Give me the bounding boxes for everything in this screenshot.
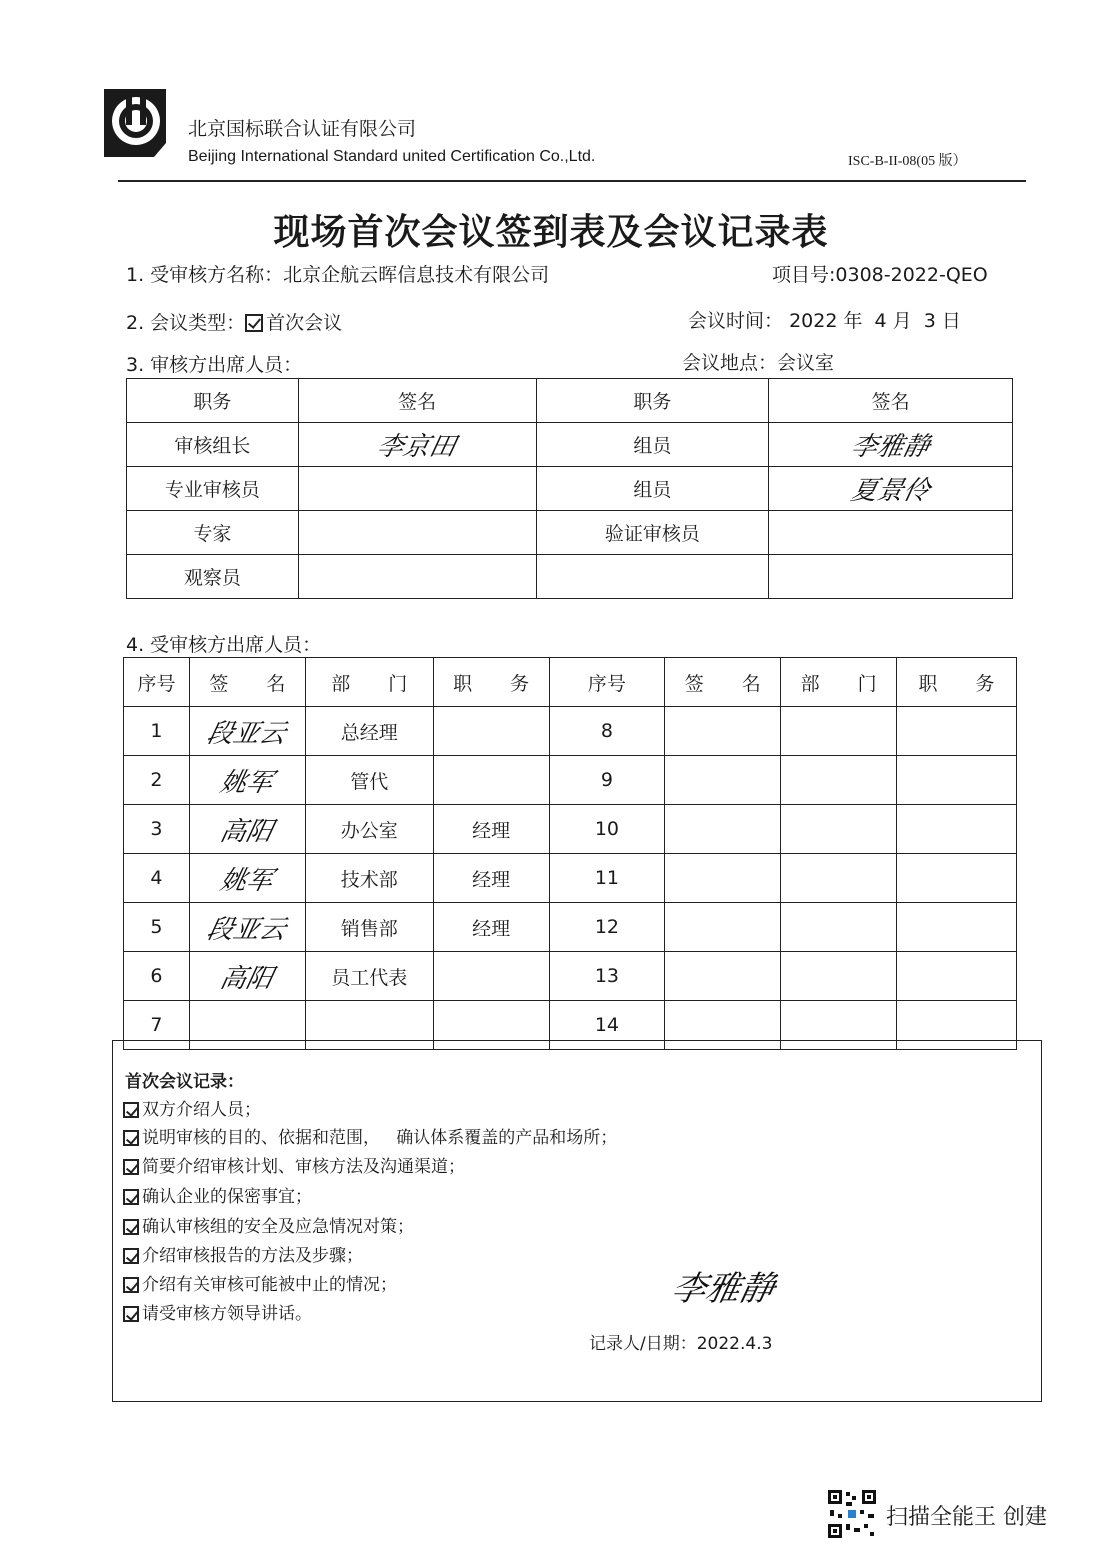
position-cell: 经理 [433, 805, 549, 854]
meeting-type-label: 2. 会议类型： [126, 312, 246, 334]
index-cell: 12 [549, 903, 665, 952]
signature-cell [298, 423, 536, 467]
scanner-watermark: 扫描全能王 创建 [886, 1505, 1047, 1530]
index-cell: 9 [549, 756, 665, 805]
header-cell: 签名 [769, 379, 1013, 423]
handwritten-signature: 姚军 [217, 865, 277, 896]
handwritten-signature: 段亚云 [204, 718, 290, 749]
header-cell: 职 务 [897, 658, 1017, 707]
signature-cell [769, 511, 1013, 555]
table-row [127, 555, 1013, 599]
document-code: ISC-B-II-08(05 版） [848, 154, 967, 169]
meeting-notes-box [112, 1040, 1042, 1402]
signature-cell [665, 707, 781, 756]
department-cell: 员工代表 [305, 952, 433, 1001]
handwritten-signature: 段亚云 [204, 914, 290, 945]
list-item [123, 1152, 465, 1177]
header-cell: 部 门 [305, 658, 433, 707]
header-cell: 序号 [549, 658, 665, 707]
signature-cell [189, 952, 305, 1001]
table-row [124, 903, 1017, 952]
checkbox-checked-icon [123, 1277, 139, 1293]
note-text: 介绍审核报告的方法及步骤； [142, 1246, 363, 1266]
position-cell [897, 805, 1017, 854]
index-cell: 1 [124, 707, 190, 756]
position-cell [433, 952, 549, 1001]
list-item [123, 1270, 397, 1295]
position-cell [897, 707, 1017, 756]
signature-cell [665, 903, 781, 952]
position-cell [433, 707, 549, 756]
table-row [124, 952, 1017, 1001]
position-cell [897, 952, 1017, 1001]
list-item [123, 1123, 617, 1148]
position-cell [897, 756, 1017, 805]
department-cell [781, 903, 897, 952]
department-cell [781, 952, 897, 1001]
header-divider [118, 180, 1026, 182]
department-cell [781, 756, 897, 805]
note-text: 说明审核的目的、依据和范围， 确认体系覆盖的产品和场所； [142, 1128, 618, 1148]
signature-cell [665, 756, 781, 805]
index-cell: 7 [124, 1001, 190, 1050]
index-cell: 4 [124, 854, 190, 903]
table-row [127, 467, 1013, 511]
index-cell: 6 [124, 952, 190, 1001]
index-cell: 2 [124, 756, 190, 805]
index-cell: 13 [549, 952, 665, 1001]
department-cell [781, 805, 897, 854]
index-cell: 3 [124, 805, 190, 854]
header-cell: 部 门 [781, 658, 897, 707]
table-row [124, 756, 1017, 805]
index-cell: 5 [124, 903, 190, 952]
signature-cell [665, 805, 781, 854]
index-cell: 14 [549, 1001, 665, 1050]
role-cell: 观察员 [127, 555, 299, 599]
signature-cell [189, 805, 305, 854]
auditee-name-line: 1. 受审核方名称：北京企航云晖信息技术有限公司 [126, 264, 550, 286]
table-row [124, 707, 1017, 756]
handwritten-signature: 高阳 [217, 816, 277, 847]
header-cell: 职 务 [433, 658, 549, 707]
list-item [123, 1182, 312, 1207]
note-text: 介绍有关审核可能被中止的情况； [142, 1275, 397, 1295]
meeting-time-label: 会议时间： [688, 310, 784, 332]
document-title: 现场首次会议签到表及会议记录表 [273, 212, 829, 253]
position-cell: 经理 [433, 903, 549, 952]
signature-cell [189, 903, 305, 952]
department-cell: 办公室 [305, 805, 433, 854]
handwritten-signature: 李雅静 [847, 432, 933, 462]
position-cell [897, 854, 1017, 903]
auditor-attendance-table [126, 378, 1013, 599]
index-cell: 11 [549, 854, 665, 903]
header-cell: 签 名 [665, 658, 781, 707]
department-cell: 管代 [305, 756, 433, 805]
meeting-type-value: 首次会议 [266, 312, 343, 334]
role-cell: 专家 [127, 511, 299, 555]
signature-cell [769, 555, 1013, 599]
table-header-row [124, 658, 1017, 707]
signature-cell [298, 467, 536, 511]
handwritten-signature: 李京田 [374, 432, 459, 462]
auditee-attendance-table [123, 657, 1017, 1050]
checkbox-checked-icon [123, 1189, 139, 1205]
auditee-attendees-label: 4. 受审核方出席人员： [126, 634, 322, 656]
header-cell: 职务 [536, 379, 769, 423]
handwritten-signature: 夏景伶 [847, 476, 933, 506]
note-text: 确认审核组的安全及应急情况对策； [142, 1217, 414, 1237]
header-cell: 签 名 [189, 658, 305, 707]
checkbox-checked-icon [123, 1248, 139, 1264]
checkbox-checked-icon [123, 1219, 139, 1235]
checkbox-checked-icon [123, 1102, 139, 1118]
handwritten-signature: 高阳 [217, 963, 277, 994]
project-number: 项目号:0308-2022-QEO [772, 264, 988, 286]
department-cell: 技术部 [305, 854, 433, 903]
list-item [123, 1241, 363, 1266]
recorder-date: 记录人/日期：2022.4.3 [589, 1334, 773, 1354]
checkbox-checked-icon [123, 1159, 139, 1175]
note-text: 双方介绍人员； [142, 1100, 261, 1120]
table-row [127, 511, 1013, 555]
role-cell [536, 555, 769, 599]
signature-cell [298, 511, 536, 555]
qr-code-icon [826, 1488, 878, 1540]
signature-cell [665, 854, 781, 903]
signature-cell [189, 756, 305, 805]
checkbox-checked-icon [123, 1130, 139, 1146]
department-cell [781, 854, 897, 903]
list-item [123, 1299, 312, 1324]
auditor-attendees-label: 3. 审核方出席人员： [126, 354, 303, 376]
signature-cell [665, 952, 781, 1001]
department-cell: 总经理 [305, 707, 433, 756]
header-cell: 序号 [124, 658, 190, 707]
position-cell [433, 756, 549, 805]
header-cell: 职务 [127, 379, 299, 423]
checkbox-checked-icon [123, 1306, 139, 1322]
notes-title: 首次会议记录： [125, 1072, 244, 1092]
index-cell: 8 [549, 707, 665, 756]
role-cell: 组员 [536, 423, 769, 467]
meeting-time-line [688, 306, 961, 333]
role-cell: 组员 [536, 467, 769, 511]
index-cell: 10 [549, 805, 665, 854]
signature-cell [298, 555, 536, 599]
signature-cell [189, 854, 305, 903]
signature-cell [189, 707, 305, 756]
table-row [127, 423, 1013, 467]
note-text: 简要介绍审核计划、审核方法及沟通渠道； [142, 1157, 465, 1177]
table-row [124, 854, 1017, 903]
meeting-time-value: 2022 年 4 月 3 日 [789, 310, 961, 332]
table-row [124, 805, 1017, 854]
list-item [123, 1212, 414, 1237]
role-cell: 审核组长 [127, 423, 299, 467]
role-cell: 专业审核员 [127, 467, 299, 511]
list-item [123, 1095, 261, 1120]
handwritten-signature: 姚军 [217, 767, 277, 798]
role-cell: 验证审核员 [536, 511, 769, 555]
table-header-row [127, 379, 1013, 423]
meeting-place: 会议地点：会议室 [682, 352, 835, 374]
company-logo [100, 85, 172, 161]
position-cell [897, 903, 1017, 952]
meeting-type-line [126, 308, 342, 335]
department-cell: 销售部 [305, 903, 433, 952]
position-cell: 经理 [433, 854, 549, 903]
company-name-cn: 北京国标联合认证有限公司 [188, 118, 417, 140]
recorder-signature: 李雅静 [668, 1269, 779, 1309]
signature-cell [769, 423, 1013, 467]
department-cell [781, 707, 897, 756]
header-cell: 签名 [298, 379, 536, 423]
checkbox-checked-icon [245, 314, 263, 332]
signature-cell [769, 467, 1013, 511]
company-name-en: Beijing International Standard united Certification Co.,Ltd. [188, 148, 596, 165]
note-text: 请受审核方领导讲话。 [142, 1304, 312, 1324]
note-text: 确认企业的保密事宜； [142, 1187, 312, 1207]
